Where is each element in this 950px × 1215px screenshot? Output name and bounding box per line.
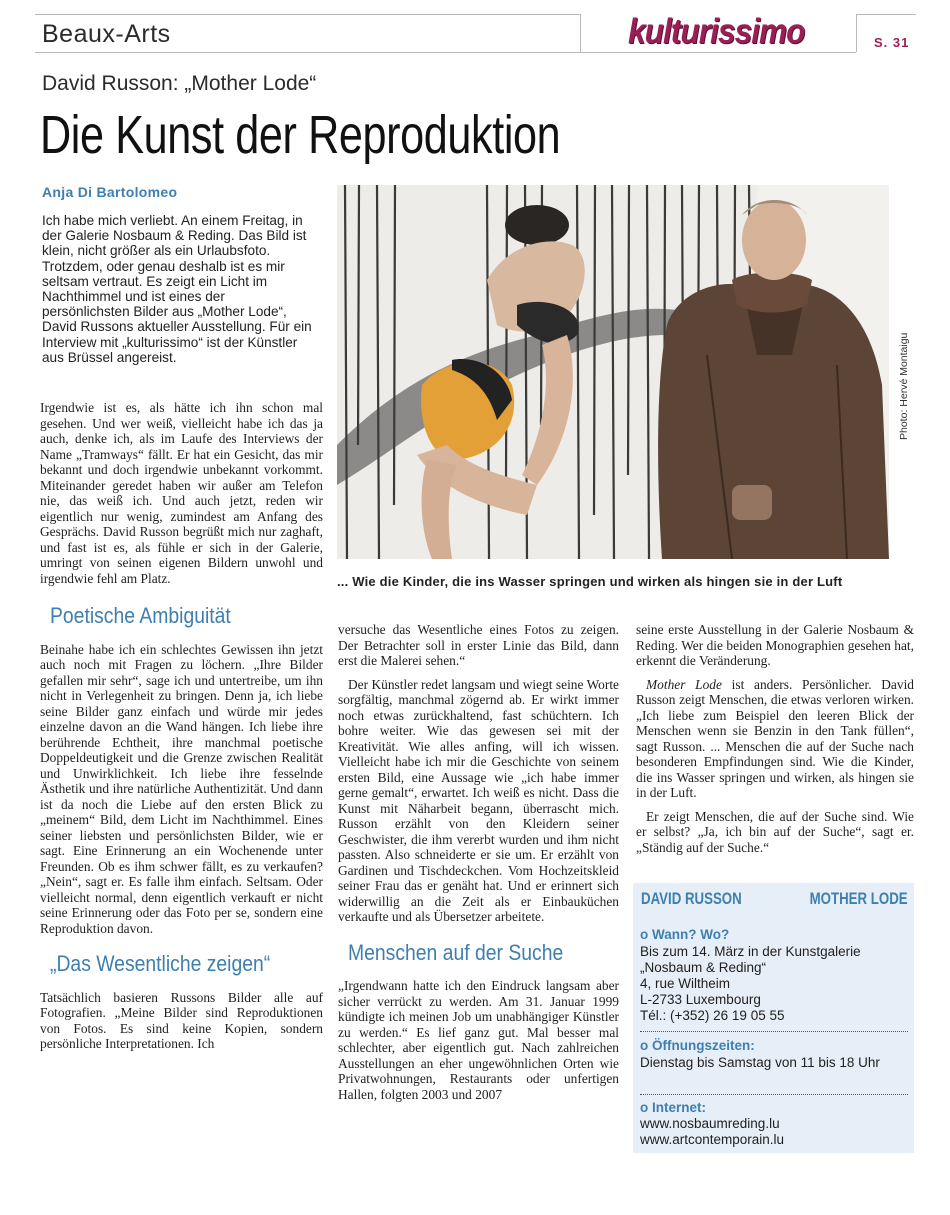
infobox-web-text	[640, 1116, 908, 1148]
article-kicker: David Russon: „Mother Lode“	[42, 72, 317, 95]
infobox-when-text	[640, 944, 908, 1024]
header-rule-divider	[580, 14, 581, 52]
infobox-line: Tél.: (+352) 26 19 05 55	[640, 1008, 785, 1023]
paragraph: Beinahe habe ich ein schlechtes Gewissen ihn jetzt auch noch mit Fragen zu löchern. „Ihre Bilder gefallen mir sehr“, sage ich und untertreibe, um ihn nicht in Verlegenheit zu bringen. Denn ja, ich liebe seine Bilder ganz einfach und würde mir jedes einzelne davon an die Wand hängen. Ich liebe ihre berührende Echtheit, ihre manchmal poetische Doppeldeutigkeit und die Grenze zwischen Realität und Unwirklichkeit. Ich liebe ihre fesselnde Ästhetik und ihre natürliche Authentizität. Und dann ist da noch die Liebe auf den ersten Blick zu „meinem“ Bild, dem Licht im Nachthimmel. Eines seiner liebsten und persönlichsten Bilder, wie er sagt. Eine Erinnerung an ein Wochenende unter Freunden. Ob es ihm schwer fällt, es zu verkaufen? „Nein“, sagt er. Es falle ihm einfach. Seltsam. Oder vielleicht normal, denn eigentlich verkauft er nicht seine Erinnerung oder das Foto per se, sondern eine Reproduktion davon.	[40, 641, 323, 936]
infobox-line: „Nosbaum & Reding“	[640, 960, 767, 975]
paragraph-text: ist anders. Persönlicher. David Russon zeigt Menschen, die etwas verloren wirken. „Ich liebe zum Beispiel den leeren Blick der Menschen wenn sie Benzin in den Tank füllen“, sagt Russon. ... Menschen die auf der Suche nach besonderen Empfindungen sind. Wie die Kinder, die ins Wasser springen und wirken, als hingen sie in der Luft.	[636, 676, 914, 800]
header-rule-left	[35, 14, 580, 15]
section-title: Beaux-Arts	[42, 20, 171, 48]
article-column-3	[636, 622, 914, 863]
article-lead: Ich habe mich verliebt. An einem Freitag, in der Galerie Nosbaum & Reding. Das Bild ist klein, nicht größer als ein Urlaubsfoto. Trotzdem, oder genau deshalb ist es mir seltsam vertraut. Es zeigt ein Licht im Nachthimmel und ist eines der persönlichsten Bilder aus „Mother Lode“, David Russons aktueller Ausstellung. Für ein Interview mit „kulturissimo“ ist der Künstler aus Brüssel angereist.	[42, 213, 312, 365]
paragraph: Irgendwie ist es, als hätte ich ihn schon mal gesehen. Und wer weiß, vielleicht habe ich das ja auch, denke ich, als im Laufe des Interviews der Name „Tramways“ fällt. Er hat ein Gesicht, das mir bekannt und doch irgendwie unbekannt vorkommt. Miteinander geredet haben wir außer am Telefon nie, das weiß ich. Und auch jetzt, reden wir eigentlich nur wenig, zumindest am Anfang des Gesprächs. David Russon begrüßt mich nur zaghaft, und fast ist es, als fühle er sich in der Galerie, umringt von seinen eigenen Bildern unwohl und irgendwie fehl am Platz.	[40, 400, 323, 586]
article-photo	[337, 185, 889, 559]
infobox-web-label: o Internet:	[640, 1100, 706, 1115]
subheading: „Das Wesentliche zeigen“	[50, 951, 271, 976]
subheading: Poetische Ambiguität	[50, 603, 231, 628]
photo-credit: Photo: Hervé Montaigu	[898, 332, 910, 440]
paragraph	[636, 677, 914, 801]
subheading: Menschen auf der Suche	[348, 939, 564, 965]
exhibition-infobox	[633, 883, 914, 1153]
page-number: S. 31	[874, 35, 910, 50]
header-rule-right	[856, 14, 916, 15]
infobox-when-label: o Wann? Wo?	[640, 927, 730, 942]
header-rule-divider-2	[856, 14, 857, 52]
brand-logo: kulturissimo	[628, 12, 805, 51]
article-column-1	[40, 400, 323, 1060]
header-rule-mid	[580, 52, 856, 53]
article-headline: Die Kunst der Reproduktion	[40, 105, 561, 165]
infobox-line: L-2733 Luxembourg	[640, 992, 761, 1007]
article-author: Anja Di Bartolomeo	[42, 184, 178, 200]
photo-caption: ... Wie die Kinder, die ins Wasser springen und wirken als hingen sie in der Luft	[337, 574, 843, 589]
photo-illustration	[337, 185, 889, 559]
header-rule-under-section	[35, 52, 580, 53]
infobox-divider	[640, 1031, 908, 1032]
infobox-hours-label: o Öffnungszeiten:	[640, 1038, 755, 1053]
infobox-line: 4, rue Wiltheim	[640, 976, 731, 991]
infobox-exhibition-title: MOTHER LODE	[810, 889, 908, 908]
paragraph: seine erste Ausstellung in der Galerie Nosbaum & Reding. Wer die beiden Monographien gesehen hat, erkennt die Veränderung.	[636, 622, 914, 668]
paragraph: Der Künstler redet langsam und wiegt seine Worte sorgfältig, manchmal zögernd ab. Er wirkt immer noch etwas zurückhaltend, fast schüchtern. Ich bohre weiter. Wie das gewesen sei mit der Kreativität. Wie alles anfing, will ich wissen. Vielleicht habe ich mir die Geschichte von seinem ersten Bild, eine Aussage wie „ich habe immer gerne gemalt“, erwartet. Ich weiß es nicht. Dass die Kunst mit Näharbeit begann, überrascht mich. Russon erzählt von den Kleidern seiner Geschwister, die ihm vererbt wurden und ihm nicht passten. Also schneiderte er sie um. Er erzählt von Gardinen und Tischdeckchen. Vom Hochzeitskleid seiner Frau das er genäht hat. Und er erinnert sich widerwillig an die Zeit als er Einbauküchen verkaufte und als Übersetzer arbeitete.	[338, 676, 619, 924]
infobox-line: Bis zum 14. März in der Kunstgalerie	[640, 944, 861, 959]
paragraph: versuche das Wesentliche eines Fotos zu zeigen. Der Betrachter soll in erster Linie das Bild, dann erst die Malerei sehen.“	[338, 622, 619, 668]
paragraph: Tatsächlich basieren Russons Bilder alle auf Fotografien. „Meine Bilder sind Reproduktionen von Fotos. Es sind keine Kopien, sondern persönliche Interpretationen. Ich	[40, 989, 323, 1051]
article-column-2	[338, 622, 619, 1110]
paragraph: „Irgendwann hatte ich den Eindruck langsam aber sicher verrückt zu werden. Am 31. Januar 1999 kündigte ich meinen Job um unabhängiger Künstler zu werden.“ Es lief ganz gut. Mal besser mal schlechter, aber eigentlich gut. Nach zahlreichen Ausstellungen an eher ungewöhnlichen Orten wie Privatwohnungen, Restaurants oder unfertigen Hallen, folgten 2003 und 2007	[338, 978, 619, 1102]
infobox-artist: DAVID RUSSON	[641, 889, 742, 908]
infobox-link[interactable]: www.artcontemporain.lu	[640, 1132, 785, 1147]
infobox-divider	[640, 1094, 908, 1095]
infobox-link[interactable]: www.nosbaumreding.lu	[640, 1116, 780, 1131]
exhibition-title: Mother Lode	[646, 676, 722, 692]
paragraph: Er zeigt Menschen, die auf der Suche sind. Wie er selbst? „Ja, ich bin auf der Suche“, sagt er. „Ständig auf der Suche.“	[636, 808, 914, 855]
infobox-hours-text: Dienstag bis Samstag von 11 bis 18 Uhr	[640, 1055, 880, 1070]
